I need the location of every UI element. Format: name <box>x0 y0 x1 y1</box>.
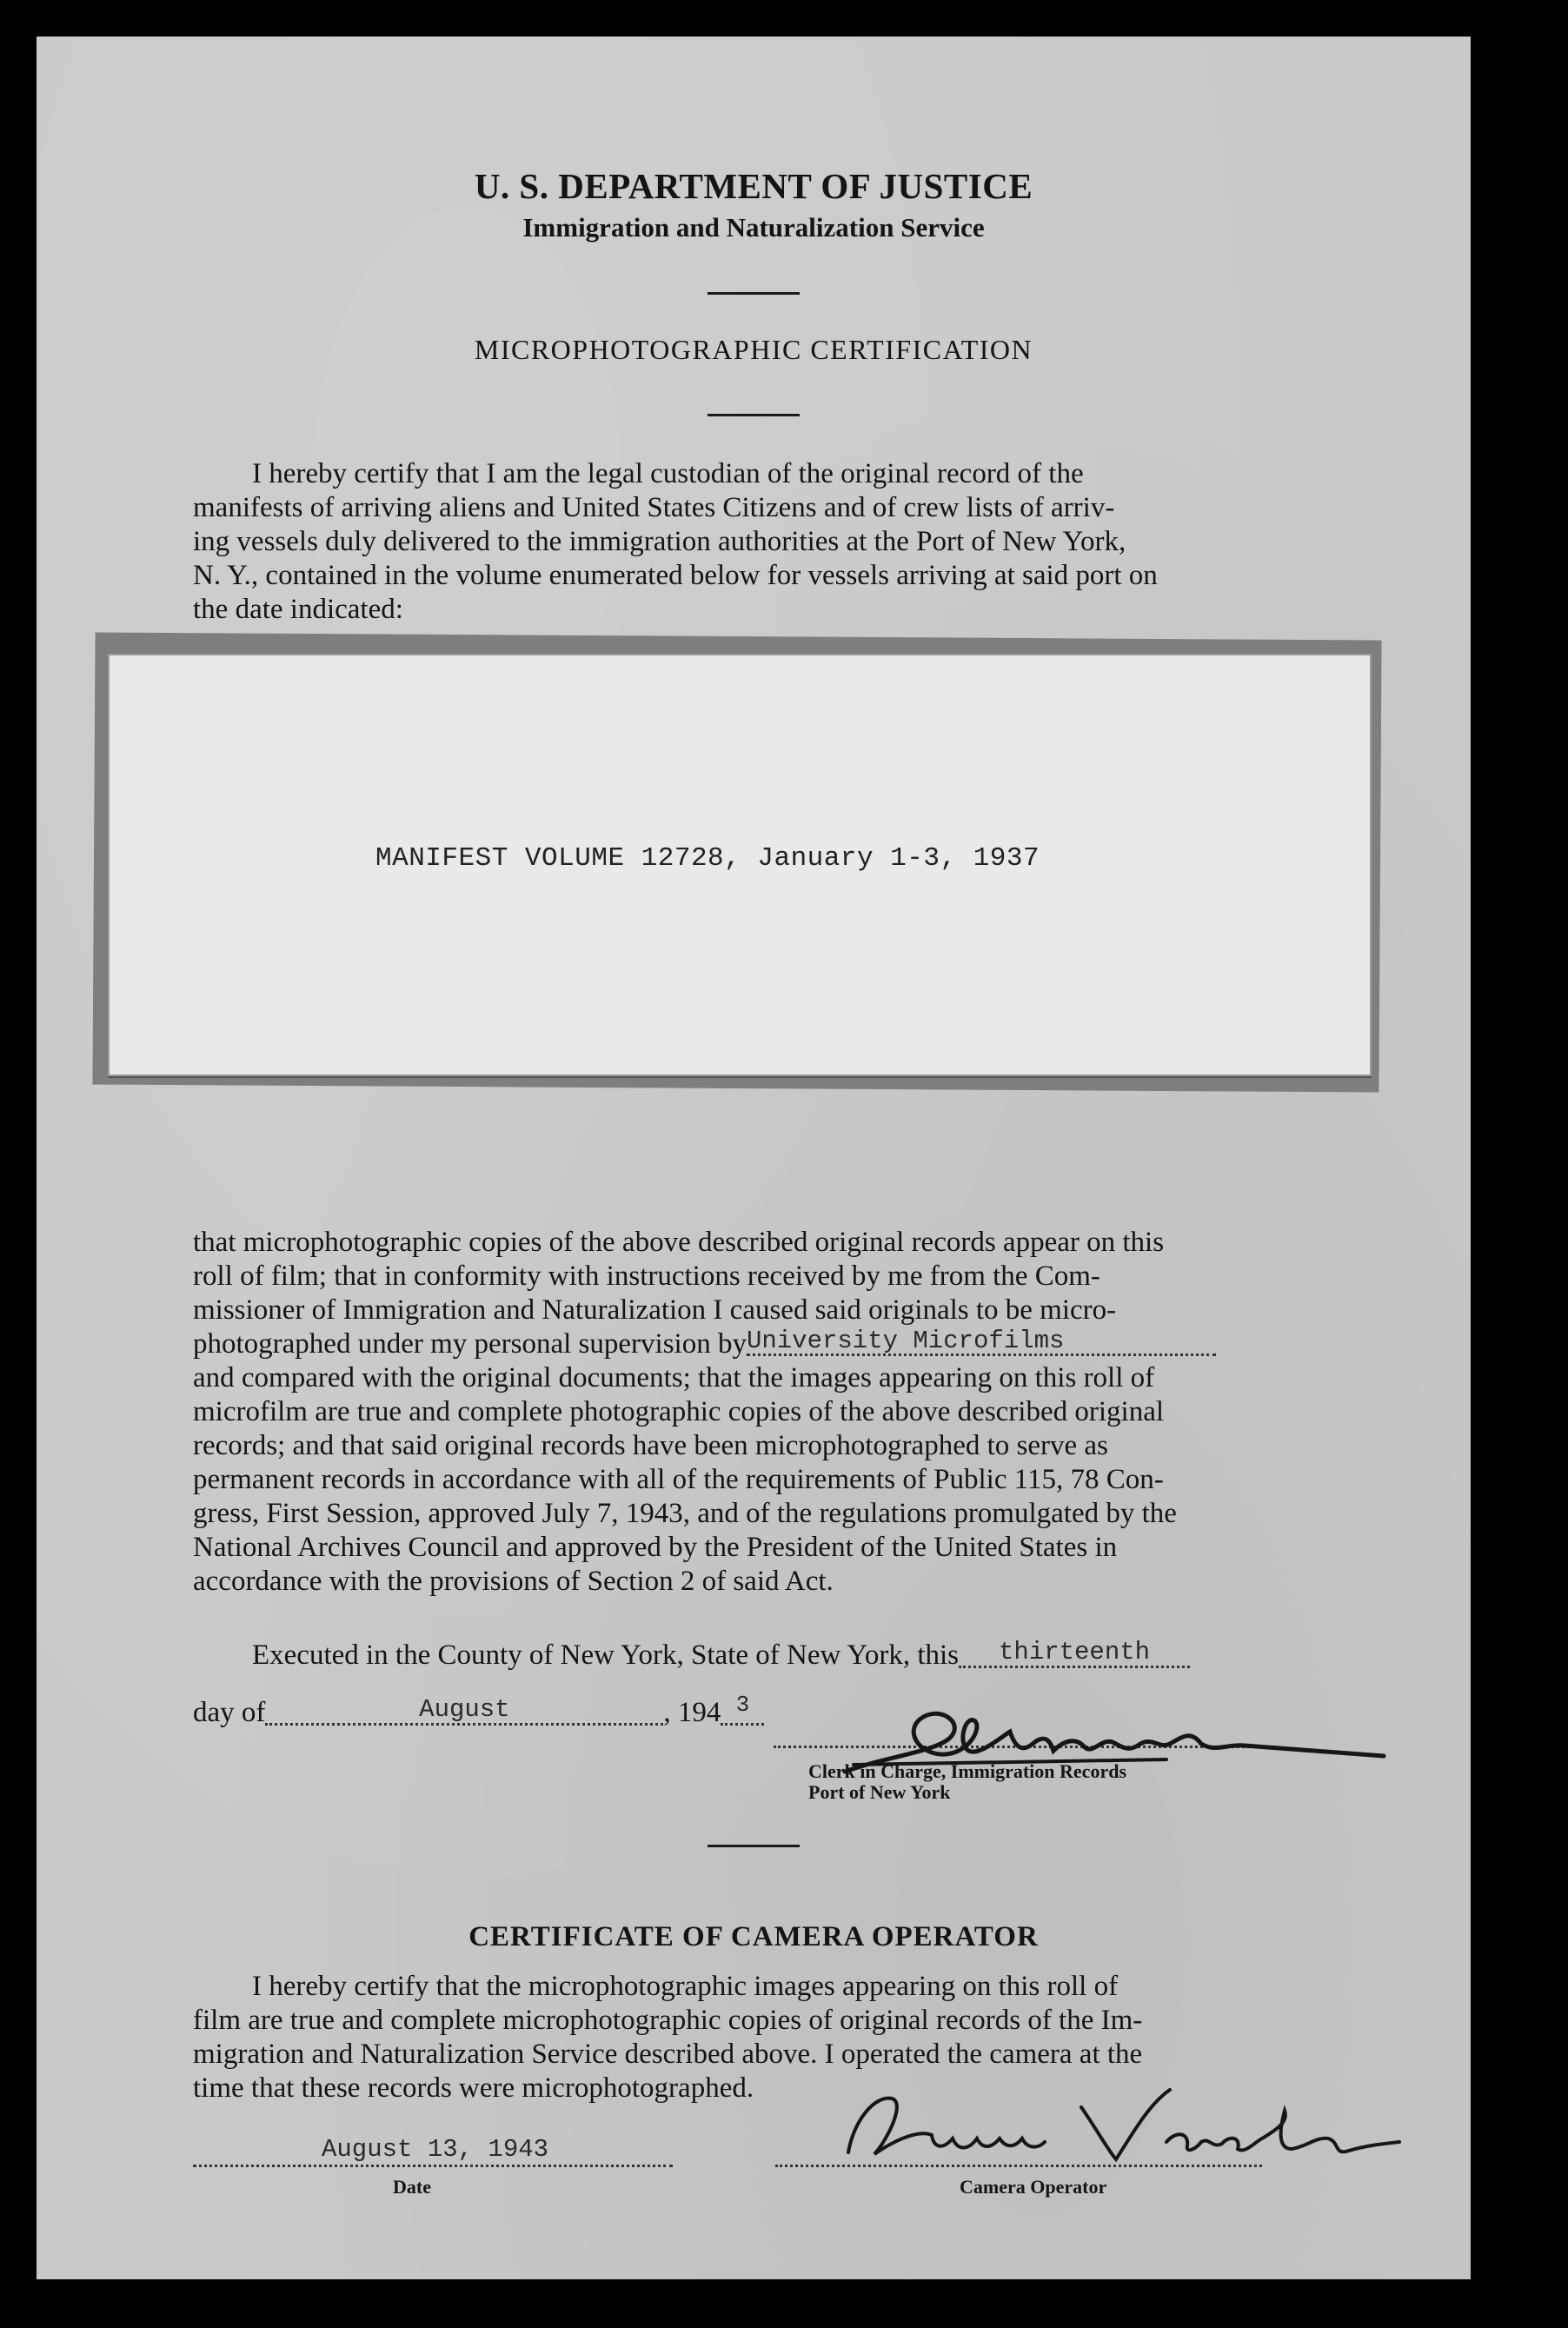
camera-certificate-title: CERTIFICATE OF CAMERA OPERATOR <box>468 1921 1039 1952</box>
body-line: roll of film; that in conformity with instructions received by me from the Com- <box>193 1260 1100 1292</box>
body-line: that microphotographic copies of the above described original records appear on this <box>193 1227 1165 1258</box>
year-value: 3 <box>735 1692 750 1718</box>
intro-paragraph <box>193 457 1314 627</box>
intro-line: manifests of arriving aliens and United States Citizens and of crew lists of arriv- <box>193 492 1115 523</box>
year-field <box>721 1692 764 1726</box>
supervision-line <box>193 1327 1314 1361</box>
camera-line: I hereby certify that the microphotographic images appearing on this roll of <box>252 1971 1119 2002</box>
day-of-label: day of <box>193 1697 266 1728</box>
microfilmer-value: University Microfilms <box>746 1327 1065 1355</box>
certification-title: MICROPHOTOGRAPHIC CERTIFICATION <box>474 334 1033 365</box>
intro-line: ing vessels duly delivered to the immigration authorities at the Port of New York, <box>193 526 1126 557</box>
body-line: missioner of Immigration and Naturalization I caused said originals to be micro- <box>193 1294 1117 1326</box>
camera-line: time that these records were microphotographed. <box>193 2072 754 2104</box>
camera-date-label: Date <box>393 2176 431 2198</box>
day-value: thirteenth <box>999 1638 1151 1666</box>
divider-rule <box>708 1845 800 1847</box>
intro-line: I hereby certify that I am the legal custodian of the original record of the <box>252 458 1084 489</box>
microfilmer-field <box>747 1327 1216 1356</box>
intro-line: the date indicated: <box>193 594 403 625</box>
month-field <box>265 1697 663 1726</box>
body-paragraph <box>193 1226 1314 1599</box>
body-line: and compared with the original documents; that the images appearing on this roll of <box>193 1362 1155 1393</box>
body-line: microfilm are true and complete photographic copies of the above described original <box>193 1396 1165 1427</box>
clerk-title <box>808 1761 1126 1803</box>
date-signature-line <box>193 2165 673 2167</box>
divider-rule <box>708 292 800 295</box>
body-line: accordance with the provisions of Section 2 of said Act. <box>193 1566 834 1597</box>
service-subheading: Immigration and Naturalization Service <box>522 212 985 243</box>
supervision-prefix: photographed under my personal supervision by <box>193 1328 747 1360</box>
document-sheet <box>37 37 1471 2279</box>
year-prefix: , 194 <box>663 1697 721 1728</box>
operator-signature-icon <box>836 2069 1410 2173</box>
clerk-title-line: Clerk in Charge, Immigration Records <box>808 1760 1127 1782</box>
camera-line: film are true and complete microphotographic copies of original records of the Im- <box>193 2005 1143 2036</box>
body-line: records; and that said original records have been microphotographed to serve as <box>193 1430 1108 1461</box>
body-line: gress, First Session, approved July 7, 1943, and of the regulations promulgated by the <box>193 1498 1177 1529</box>
camera-line: migration and Naturalization Service described above. I operated the camera at the <box>193 2039 1143 2070</box>
camera-operator-label: Camera Operator <box>960 2176 1107 2198</box>
divider-rule <box>708 414 800 416</box>
date-line <box>193 1692 764 1729</box>
department-heading: U. S. DEPARTMENT OF JUSTICE <box>474 166 1033 206</box>
manifest-volume-text: MANIFEST VOLUME 12728, January 1-3, 1937 <box>375 843 1040 874</box>
month-value: August <box>419 1695 510 1724</box>
clerk-title-line: Port of New York <box>808 1781 951 1803</box>
intro-line: N. Y., contained in the volume enumerated below for vessels arriving at said port on <box>193 560 1158 591</box>
execution-prefix: Executed in the County of New York, State of New York, this <box>252 1640 960 1671</box>
execution-line <box>252 1640 1190 1672</box>
day-field <box>959 1640 1190 1668</box>
camera-date-value: August 13, 1943 <box>322 2135 549 2164</box>
body-line: National Archives Council and approved by the President of the United States in <box>193 1532 1118 1563</box>
body-line: permanent records in accordance with all of the requirements of Public 115, 78 Con- <box>193 1464 1164 1495</box>
